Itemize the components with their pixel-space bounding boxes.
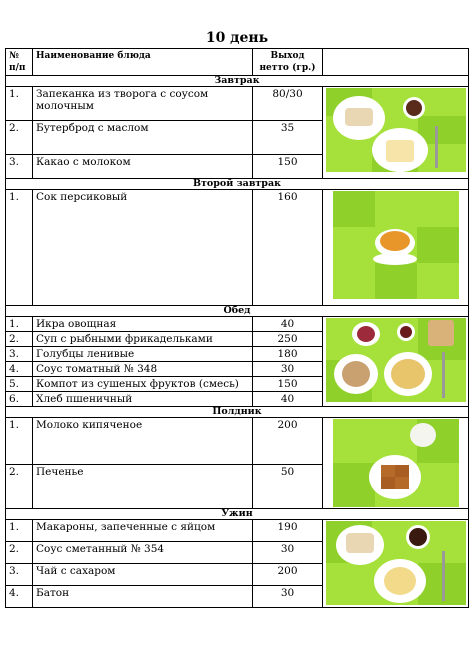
table-header-row: [6, 49, 469, 76]
row-dish: Сок персиковый: [33, 190, 253, 306]
row-amount: 160: [253, 190, 323, 306]
row-dish: Бутерброд с маслом: [33, 121, 253, 155]
row-num: 3.: [6, 347, 33, 362]
row-num: 1.: [6, 317, 33, 332]
section-title: Завтрак: [6, 76, 469, 87]
menu-table: [5, 48, 469, 608]
row-num: 3.: [6, 564, 33, 586]
row-num: 2.: [6, 542, 33, 564]
row-dish: Батон: [33, 586, 253, 608]
row-num: 1.: [6, 87, 33, 121]
row-amount: 35: [253, 121, 323, 155]
row-amount: 50: [253, 464, 323, 509]
table-row: [6, 418, 469, 465]
table-row: [6, 317, 469, 332]
row-dish: Чай с сахаром: [33, 564, 253, 586]
row-amount: 30: [253, 586, 323, 608]
row-dish: Печенье: [33, 464, 253, 509]
header-amount: [253, 49, 323, 76]
row-amount: 150: [253, 155, 323, 179]
dinner-photo: [323, 520, 469, 608]
row-amount: 30: [253, 542, 323, 564]
header-amount-label: Выход нетто (гр.): [259, 51, 316, 73]
section-title: Ужин: [6, 509, 469, 520]
row-amount: 80/30: [253, 87, 323, 121]
row-dish: Голубцы ленивые: [33, 347, 253, 362]
header-photo: [323, 49, 469, 76]
row-num: 2.: [6, 464, 33, 509]
lunch-photo: [323, 317, 469, 407]
page-title: 10 день: [205, 30, 269, 46]
row-num: 1.: [6, 418, 33, 465]
row-dish: Соус томатный № 348: [33, 362, 253, 377]
breakfast-photo: [323, 87, 469, 179]
row-dish: Запеканка из творога с соусом молочным: [33, 87, 253, 121]
row-num: 2.: [6, 332, 33, 347]
table-row: [6, 87, 469, 121]
header-dish-label: Наименование блюда: [36, 51, 151, 61]
row-num: 1.: [6, 190, 33, 306]
row-num: 1.: [6, 520, 33, 542]
second-breakfast-photo: [323, 190, 469, 306]
row-dish: Икра овощная: [33, 317, 253, 332]
section-breakfast: [6, 76, 469, 87]
row-dish: Компот из сушеных фруктов (смесь): [33, 377, 253, 392]
row-amount: 40: [253, 392, 323, 407]
row-dish: Молоко кипяченое: [33, 418, 253, 465]
row-amount: 190: [253, 520, 323, 542]
row-num: 5.: [6, 377, 33, 392]
row-amount: 180: [253, 347, 323, 362]
section-lunch: [6, 306, 469, 317]
row-dish: Соус сметанный № 354: [33, 542, 253, 564]
section-title: Полдник: [6, 407, 469, 418]
row-num: 4.: [6, 586, 33, 608]
row-amount: 40: [253, 317, 323, 332]
snack-photo: [323, 418, 469, 509]
table-row: [6, 520, 469, 542]
row-amount: 150: [253, 377, 323, 392]
row-dish: Суп с рыбными фрикадельками: [33, 332, 253, 347]
section-title: Обед: [6, 306, 469, 317]
section-title: Второй завтрак: [6, 179, 469, 190]
header-dish: [33, 49, 253, 76]
row-dish: Макароны, запеченные с яйцом: [33, 520, 253, 542]
row-num: 4.: [6, 362, 33, 377]
row-num: 3.: [6, 155, 33, 179]
section-dinner: [6, 509, 469, 520]
row-num: 2.: [6, 121, 33, 155]
row-dish: Хлеб пшеничный: [33, 392, 253, 407]
row-num: 6.: [6, 392, 33, 407]
row-dish: Какао с молоком: [33, 155, 253, 179]
section-snack: [6, 407, 469, 418]
row-amount: 250: [253, 332, 323, 347]
row-amount: 200: [253, 418, 323, 465]
row-amount: 200: [253, 564, 323, 586]
table-row: [6, 190, 469, 306]
section-second-breakfast: [6, 179, 469, 190]
header-num: [6, 49, 33, 76]
header-num-label: № п/п: [9, 51, 26, 73]
row-amount: 30: [253, 362, 323, 377]
